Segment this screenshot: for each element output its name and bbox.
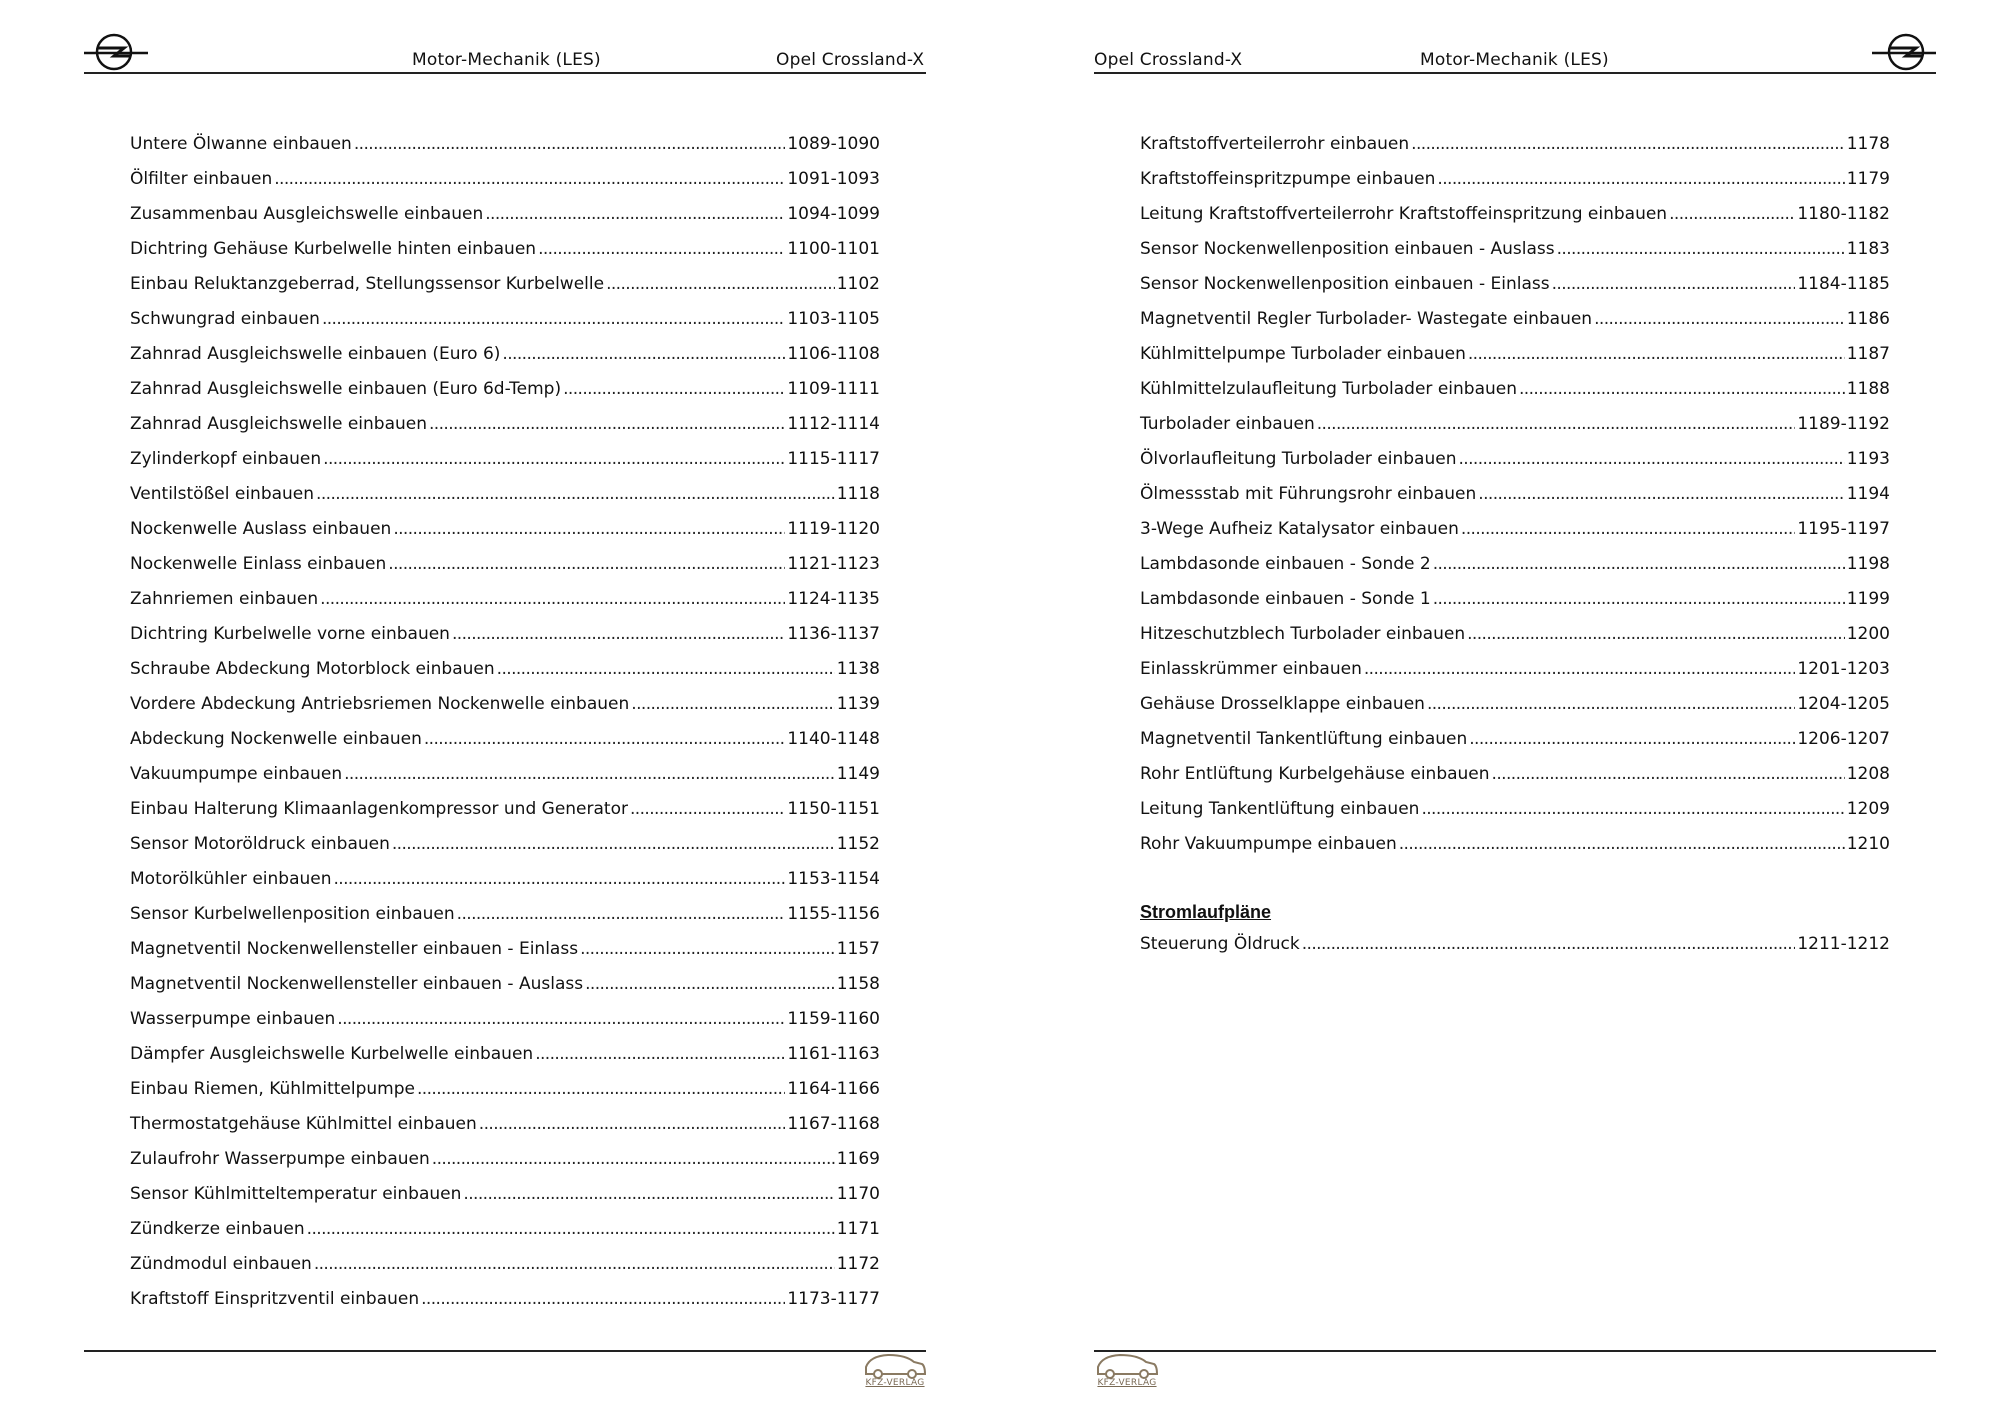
toc-entry[interactable] bbox=[130, 134, 880, 158]
toc-entry[interactable] bbox=[1140, 169, 1890, 193]
toc-dot-leader bbox=[1461, 519, 1795, 539]
toc-entry[interactable] bbox=[130, 1044, 880, 1068]
toc-entry[interactable] bbox=[1140, 589, 1890, 613]
toc-entry[interactable] bbox=[1140, 624, 1890, 648]
toc-entry-pages: 1149 bbox=[836, 764, 880, 784]
toc-entry-title: Einbau Riemen, Kühlmittelpumpe bbox=[130, 1079, 415, 1099]
toc-dot-leader bbox=[1594, 309, 1845, 329]
toc-entry-pages: 1138 bbox=[836, 659, 880, 679]
toc-entry[interactable] bbox=[130, 589, 880, 613]
toc-entry[interactable] bbox=[130, 1114, 880, 1138]
footer-brand: KFZ-VERLAG bbox=[865, 1378, 925, 1388]
toc-entry-pages: 1106-1108 bbox=[787, 344, 880, 364]
toc-entry[interactable] bbox=[130, 1079, 880, 1103]
toc-dot-leader bbox=[316, 484, 835, 504]
toc-entry-title: Einbau Reluktanzgeberrad, Stellungssensor Kurbelwelle bbox=[130, 274, 605, 294]
toc-entry-title: Magnetventil Nockenwellensteller einbauen - Einlass bbox=[130, 939, 579, 959]
toc-entry-title: Abdeckung Nockenwelle einbauen bbox=[130, 729, 422, 749]
toc-entry-pages: 1173-1177 bbox=[787, 1289, 880, 1309]
toc-dot-leader bbox=[1364, 659, 1795, 679]
toc-entry-pages: 1194 bbox=[1846, 484, 1890, 504]
toc-dot-leader bbox=[344, 764, 835, 784]
toc-entry[interactable] bbox=[130, 659, 880, 683]
header-rule bbox=[84, 72, 926, 74]
toc-dot-leader bbox=[1557, 239, 1845, 259]
toc-entry-title: Ölvorlaufleitung Turbolader einbauen bbox=[1140, 449, 1457, 469]
toc-entry-pages: 1198 bbox=[1846, 554, 1890, 574]
toc-entry-pages: 1115-1117 bbox=[787, 449, 880, 469]
toc-entry-pages: 1180-1182 bbox=[1797, 204, 1890, 224]
toc-entry-pages: 1169 bbox=[836, 1149, 880, 1169]
toc-dot-leader bbox=[320, 589, 785, 609]
toc-entry[interactable] bbox=[130, 764, 880, 788]
toc-entry-title: Einbau Halterung Klimaanlagenkompressor und Generator bbox=[130, 799, 628, 819]
toc-entry-pages: 1112-1114 bbox=[787, 414, 880, 434]
toc-dot-leader bbox=[323, 449, 785, 469]
toc-entry-pages: 1157 bbox=[836, 939, 880, 959]
toc-entry-title: Zylinderkopf einbauen bbox=[130, 449, 322, 469]
header-section: Motor-Mechanik (LES) bbox=[412, 50, 601, 70]
toc-entry[interactable] bbox=[1140, 134, 1890, 158]
toc-entry-pages: 1199 bbox=[1846, 589, 1890, 609]
toc-dot-leader bbox=[334, 869, 786, 889]
toc-entry-title: Kühlmittelzulaufleitung Turbolader einbauen bbox=[1140, 379, 1517, 399]
toc-dot-leader bbox=[585, 974, 835, 994]
toc-entry[interactable] bbox=[1140, 449, 1890, 473]
toc-entry[interactable] bbox=[130, 1149, 880, 1173]
toc-entry-pages: 1161-1163 bbox=[787, 1044, 880, 1064]
toc-dot-leader bbox=[424, 729, 785, 749]
toc-entry-title: Kraftstoff Einspritzventil einbauen bbox=[130, 1289, 420, 1309]
toc-entry[interactable] bbox=[1140, 379, 1890, 403]
toc-entry-title: Thermostatgehäuse Kühlmittel einbauen bbox=[130, 1114, 477, 1134]
toc-entry-pages: 1164-1166 bbox=[787, 1079, 880, 1099]
toc-entry-title: Sensor Nockenwellenposition einbauen - Auslass bbox=[1140, 239, 1555, 259]
toc-entry-pages: 1200 bbox=[1846, 624, 1890, 644]
toc-entry[interactable] bbox=[130, 1009, 880, 1033]
toc-dot-leader bbox=[314, 1254, 835, 1274]
toc-entry-title: Lambdasonde einbauen - Sonde 1 bbox=[1140, 589, 1431, 609]
header-model: Opel Crossland-X bbox=[1094, 50, 1243, 70]
toc-entry-title: Dichtring Kurbelwelle vorne einbauen bbox=[130, 624, 450, 644]
toc-list bbox=[1140, 134, 1890, 854]
toc-entry-pages: 1209 bbox=[1846, 799, 1890, 819]
toc-entry-title: Dichtring Gehäuse Kurbelwelle hinten einbauen bbox=[130, 239, 537, 259]
toc-entry-pages: 1103-1105 bbox=[787, 309, 880, 329]
toc-dot-leader bbox=[1467, 624, 1845, 644]
toc-dot-leader bbox=[337, 1009, 785, 1029]
toc-entry[interactable] bbox=[130, 169, 880, 193]
header-rule bbox=[1094, 72, 1936, 74]
toc-entry-pages: 1208 bbox=[1846, 764, 1890, 784]
toc-entry-pages: 1186 bbox=[1846, 309, 1890, 329]
kfz-verlag-logo bbox=[862, 1350, 928, 1394]
toc-dot-leader bbox=[307, 1219, 835, 1239]
toc-entry-title: Sensor Kurbelwellenposition einbauen bbox=[130, 904, 455, 924]
toc-dot-leader bbox=[479, 1114, 786, 1134]
toc-entry[interactable] bbox=[130, 939, 880, 963]
toc-entry[interactable] bbox=[1140, 309, 1890, 333]
toc-dot-leader bbox=[432, 1149, 835, 1169]
toc-dot-leader bbox=[1478, 484, 1844, 504]
toc-entry[interactable] bbox=[130, 869, 880, 893]
toc-entry-pages: 1195-1197 bbox=[1797, 519, 1890, 539]
toc-entry[interactable] bbox=[1140, 519, 1890, 543]
toc-dot-leader bbox=[1468, 344, 1845, 364]
toc-dot-leader bbox=[1433, 554, 1845, 574]
toc-entry-title: Zahnriemen einbauen bbox=[130, 589, 319, 609]
toc-entry[interactable] bbox=[1140, 274, 1890, 298]
toc-entry-pages: 1094-1099 bbox=[787, 204, 880, 224]
toc-entry-title: Magnetventil Tankentlüftung einbauen bbox=[1140, 729, 1468, 749]
footer-rule bbox=[1094, 1350, 1936, 1352]
toc-entry-title: Zündmodul einbauen bbox=[130, 1254, 312, 1274]
toc-entry-title: Zündkerze einbauen bbox=[130, 1219, 305, 1239]
toc-entry-title: 3-Wege Aufheiz Katalysator einbauen bbox=[1140, 519, 1459, 539]
toc-entry-title: Nockenwelle Auslass einbauen bbox=[130, 519, 392, 539]
toc-dot-leader bbox=[1317, 414, 1796, 434]
toc-entry-pages: 1187 bbox=[1846, 344, 1890, 364]
toc-entry[interactable] bbox=[1140, 694, 1890, 718]
toc-entry-title: Hitzeschutzblech Turbolader einbauen bbox=[1140, 624, 1466, 644]
car-icon bbox=[1094, 1350, 1160, 1380]
toc-dot-leader bbox=[388, 554, 785, 574]
toc-dot-leader bbox=[1469, 729, 1795, 749]
header-model: Opel Crossland-X bbox=[776, 50, 925, 70]
right-page bbox=[1000, 0, 2000, 1413]
toc-entry-title: Steuerung Öldruck bbox=[1140, 934, 1300, 954]
toc-entry-pages: 1210 bbox=[1846, 834, 1890, 854]
toc-dot-leader bbox=[1302, 934, 1796, 954]
toc-entry-title: Zulaufrohr Wasserpumpe einbauen bbox=[130, 1149, 430, 1169]
toc-entry-title: Kraftstoffeinspritzpumpe einbauen bbox=[1140, 169, 1436, 189]
toc-dot-leader bbox=[1399, 834, 1845, 854]
toc-entry-pages: 1140-1148 bbox=[787, 729, 880, 749]
toc-entry[interactable] bbox=[1140, 729, 1890, 753]
toc-entry-pages: 1118 bbox=[836, 484, 880, 504]
toc-dot-leader bbox=[421, 1289, 785, 1309]
toc-entry[interactable] bbox=[1140, 834, 1890, 858]
toc-entry[interactable] bbox=[130, 274, 880, 298]
toc-entry-pages: 1170 bbox=[836, 1184, 880, 1204]
toc-dot-leader bbox=[485, 204, 785, 224]
toc-entry-title: Zahnrad Ausgleichswelle einbauen (Euro 6d-Temp) bbox=[130, 379, 562, 399]
toc-entry-title: Ölfilter einbauen bbox=[130, 169, 273, 189]
toc-entry-title: Dämpfer Ausgleichswelle Kurbelwelle einbauen bbox=[130, 1044, 534, 1064]
toc-entry-title: Gehäuse Drosselklappe einbauen bbox=[1140, 694, 1425, 714]
toc-dot-leader bbox=[274, 169, 785, 189]
toc-entry-title: Sensor Nockenwellenposition einbauen - Einlass bbox=[1140, 274, 1550, 294]
toc-entry[interactable] bbox=[130, 204, 880, 228]
toc-entry[interactable] bbox=[1140, 484, 1890, 508]
header-section: Motor-Mechanik (LES) bbox=[1420, 50, 1609, 70]
toc-entry-title: Wasserpumpe einbauen bbox=[130, 1009, 336, 1029]
toc-entry[interactable] bbox=[1140, 204, 1890, 228]
toc-entry[interactable] bbox=[130, 1184, 880, 1208]
toc-entry-pages: 1109-1111 bbox=[787, 379, 880, 399]
toc-entry-title: Sensor Motoröldruck einbauen bbox=[130, 834, 390, 854]
toc-entry-title: Zahnrad Ausgleichswelle einbauen (Euro 6) bbox=[130, 344, 501, 364]
toc-entry-pages: 1204-1205 bbox=[1797, 694, 1890, 714]
toc-entry-title: Vordere Abdeckung Antriebsriemen Nockenwelle einbauen bbox=[130, 694, 630, 714]
toc-entry[interactable] bbox=[130, 834, 880, 858]
toc-dot-leader bbox=[392, 834, 835, 854]
toc-entry-pages: 1188 bbox=[1846, 379, 1890, 399]
toc-dot-leader bbox=[538, 239, 785, 259]
toc-dot-leader bbox=[630, 799, 785, 819]
toc-dot-leader bbox=[1437, 169, 1844, 189]
toc-entry-pages: 1189-1192 bbox=[1797, 414, 1890, 434]
toc-entry-title: Untere Ölwanne einbauen bbox=[130, 134, 352, 154]
toc-dot-leader bbox=[417, 1079, 785, 1099]
toc-entry-pages: 1172 bbox=[836, 1254, 880, 1274]
toc-dot-leader bbox=[580, 939, 835, 959]
toc-entry[interactable] bbox=[130, 379, 880, 403]
toc-list bbox=[130, 134, 880, 1334]
kfz-verlag-logo bbox=[1094, 1350, 1160, 1394]
toc-entry-pages: 1150-1151 bbox=[787, 799, 880, 819]
toc-dot-leader bbox=[535, 1044, 785, 1064]
toc-entry-pages: 1179 bbox=[1846, 169, 1890, 189]
toc-entry[interactable] bbox=[1140, 659, 1890, 683]
toc-list-stromlaufplaene bbox=[1140, 934, 1890, 974]
toc-entry-title: Ölmessstab mit Führungsrohr einbauen bbox=[1140, 484, 1477, 504]
toc-entry-title: Leitung Kraftstoffverteilerrohr Kraftstoffeinspritzung einbauen bbox=[1140, 204, 1668, 224]
toc-entry-title: Rohr Vakuumpumpe einbauen bbox=[1140, 834, 1397, 854]
toc-entry-title: Sensor Kühlmitteltemperatur einbauen bbox=[130, 1184, 462, 1204]
toc-entry-pages: 1091-1093 bbox=[787, 169, 880, 189]
toc-entry[interactable] bbox=[130, 904, 880, 928]
toc-entry-title: Leitung Tankentlüftung einbauen bbox=[1140, 799, 1420, 819]
toc-entry-pages: 1124-1135 bbox=[787, 589, 880, 609]
toc-dot-leader bbox=[429, 414, 785, 434]
toc-dot-leader bbox=[606, 274, 835, 294]
toc-entry[interactable] bbox=[130, 1219, 880, 1243]
toc-entry[interactable] bbox=[130, 1254, 880, 1278]
footer-rule bbox=[84, 1350, 926, 1352]
toc-dot-leader bbox=[502, 344, 785, 364]
toc-dot-leader bbox=[1421, 799, 1844, 819]
toc-entry-pages: 1183 bbox=[1846, 239, 1890, 259]
toc-entry[interactable] bbox=[1140, 554, 1890, 578]
toc-entry[interactable] bbox=[1140, 764, 1890, 788]
toc-entry-pages: 1089-1090 bbox=[787, 134, 880, 154]
toc-entry[interactable] bbox=[130, 449, 880, 473]
toc-entry-pages: 1102 bbox=[836, 274, 880, 294]
car-icon bbox=[862, 1350, 928, 1380]
section-heading-stromlaufplaene: Stromlaufpläne bbox=[1140, 902, 1272, 922]
toc-entry[interactable] bbox=[130, 309, 880, 333]
toc-dot-leader bbox=[322, 309, 785, 329]
toc-entry[interactable] bbox=[130, 624, 880, 648]
toc-entry[interactable] bbox=[130, 519, 880, 543]
toc-dot-leader bbox=[1519, 379, 1845, 399]
toc-entry-title: Kraftstoffverteilerrohr einbauen bbox=[1140, 134, 1410, 154]
toc-entry[interactable] bbox=[130, 239, 880, 263]
toc-entry[interactable] bbox=[130, 729, 880, 753]
toc-entry-title: Magnetventil Nockenwellensteller einbauen - Auslass bbox=[130, 974, 584, 994]
toc-entry-pages: 1139 bbox=[836, 694, 880, 714]
toc-entry[interactable] bbox=[1140, 934, 1890, 958]
toc-dot-leader bbox=[463, 1184, 834, 1204]
toc-entry-title: Vakuumpumpe einbauen bbox=[130, 764, 343, 784]
opel-logo-icon bbox=[1872, 32, 1936, 72]
toc-dot-leader bbox=[1427, 694, 1795, 714]
toc-entry-pages: 1136-1137 bbox=[787, 624, 880, 644]
toc-entry-pages: 1167-1168 bbox=[787, 1114, 880, 1134]
toc-entry[interactable] bbox=[130, 799, 880, 823]
toc-entry[interactable] bbox=[130, 1289, 880, 1313]
toc-entry-pages: 1119-1120 bbox=[787, 519, 880, 539]
toc-entry-pages: 1201-1203 bbox=[1797, 659, 1890, 679]
toc-entry[interactable] bbox=[130, 694, 880, 718]
toc-entry-title: Turbolader einbauen bbox=[1140, 414, 1315, 434]
toc-entry[interactable] bbox=[130, 974, 880, 998]
toc-dot-leader bbox=[354, 134, 785, 154]
toc-entry[interactable] bbox=[1140, 239, 1890, 263]
toc-entry-title: Motorölkühler einbauen bbox=[130, 869, 332, 889]
toc-entry-title: Kühlmittelpumpe Turbolader einbauen bbox=[1140, 344, 1466, 364]
toc-entry[interactable] bbox=[130, 484, 880, 508]
toc-entry-title: Lambdasonde einbauen - Sonde 2 bbox=[1140, 554, 1431, 574]
toc-dot-leader bbox=[393, 519, 785, 539]
toc-entry-pages: 1211-1212 bbox=[1797, 934, 1890, 954]
toc-dot-leader bbox=[452, 624, 785, 644]
toc-dot-leader bbox=[1492, 764, 1845, 784]
toc-dot-leader bbox=[1552, 274, 1796, 294]
toc-dot-leader bbox=[563, 379, 785, 399]
toc-entry-pages: 1171 bbox=[836, 1219, 880, 1239]
toc-entry[interactable] bbox=[130, 344, 880, 368]
footer-brand: KFZ-VERLAG bbox=[1097, 1378, 1157, 1388]
toc-entry-pages: 1178 bbox=[1846, 134, 1890, 154]
toc-entry-pages: 1100-1101 bbox=[787, 239, 880, 259]
toc-entry-title: Schwungrad einbauen bbox=[130, 309, 320, 329]
toc-dot-leader bbox=[631, 694, 834, 714]
toc-entry-pages: 1153-1154 bbox=[787, 869, 880, 889]
toc-dot-leader bbox=[1433, 589, 1845, 609]
toc-dot-leader bbox=[497, 659, 835, 679]
toc-entry-title: Zahnrad Ausgleichswelle einbauen bbox=[130, 414, 427, 434]
toc-entry-title: Nockenwelle Einlass einbauen bbox=[130, 554, 387, 574]
toc-dot-leader bbox=[1669, 204, 1795, 224]
toc-entry-pages: 1158 bbox=[836, 974, 880, 994]
toc-entry-pages: 1193 bbox=[1846, 449, 1890, 469]
toc-entry-pages: 1159-1160 bbox=[787, 1009, 880, 1029]
toc-entry-title: Rohr Entlüftung Kurbelgehäuse einbauen bbox=[1140, 764, 1490, 784]
toc-entry-pages: 1152 bbox=[836, 834, 880, 854]
toc-entry-pages: 1155-1156 bbox=[787, 904, 880, 924]
opel-logo-icon bbox=[84, 32, 148, 72]
toc-entry-pages: 1184-1185 bbox=[1797, 274, 1890, 294]
toc-entry-pages: 1206-1207 bbox=[1797, 729, 1890, 749]
toc-entry[interactable] bbox=[1140, 344, 1890, 368]
toc-entry[interactable] bbox=[1140, 799, 1890, 823]
toc-entry[interactable] bbox=[130, 554, 880, 578]
toc-dot-leader bbox=[1458, 449, 1844, 469]
toc-entry-title: Einlasskrümmer einbauen bbox=[1140, 659, 1362, 679]
toc-dot-leader bbox=[457, 904, 786, 924]
toc-entry-title: Ventilstößel einbauen bbox=[130, 484, 315, 504]
toc-entry-pages: 1121-1123 bbox=[787, 554, 880, 574]
toc-entry-title: Zusammenbau Ausgleichswelle einbauen bbox=[130, 204, 484, 224]
toc-entry[interactable] bbox=[130, 414, 880, 438]
toc-entry-title: Magnetventil Regler Turbolader- Wastegate einbauen bbox=[1140, 309, 1593, 329]
toc-dot-leader bbox=[1411, 134, 1845, 154]
toc-entry[interactable] bbox=[1140, 414, 1890, 438]
toc-entry-title: Schraube Abdeckung Motorblock einbauen bbox=[130, 659, 495, 679]
